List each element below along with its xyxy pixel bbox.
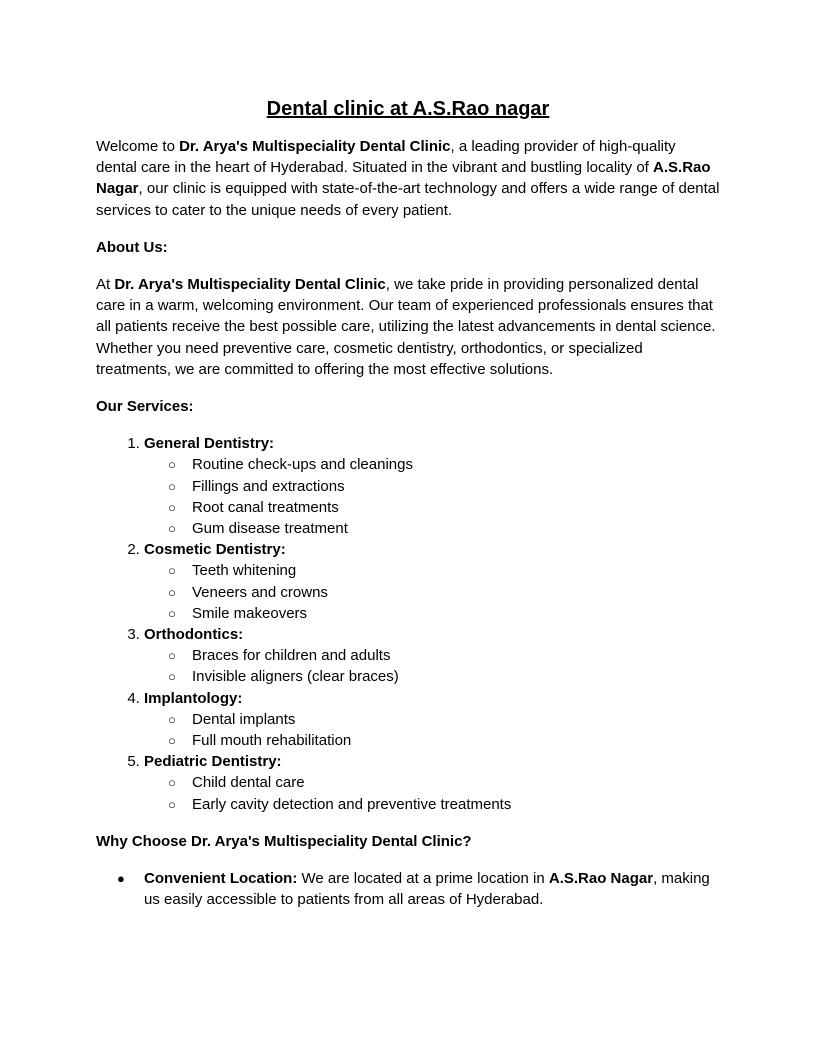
service-category-title: Cosmetic Dentistry: bbox=[144, 541, 286, 559]
service-subitem bbox=[168, 772, 720, 793]
service-subitem-text: Teeth whitening bbox=[192, 562, 297, 580]
service-subitem-text: Root canal treatments bbox=[192, 498, 339, 516]
hollow-circle-bullet-icon: ○ bbox=[168, 711, 176, 727]
hollow-circle-bullet-icon: ○ bbox=[168, 521, 176, 537]
intro-text-2: , a leading provider of high-quality dental care in the heart of Hyderabad. Situated in the vibrant and bustling locality of bbox=[96, 138, 676, 177]
service-category bbox=[144, 751, 720, 815]
service-category bbox=[144, 624, 720, 688]
service-subitem-text: Braces for children and adults bbox=[192, 647, 391, 665]
hollow-circle-bullet-icon: ○ bbox=[168, 478, 176, 494]
hollow-circle-bullet-icon: ○ bbox=[168, 669, 176, 685]
service-subitem bbox=[168, 730, 720, 751]
service-subitem-text: Smile makeovers bbox=[192, 604, 308, 622]
service-sublist bbox=[144, 709, 720, 751]
service-subitem-text: Full mouth rehabilitation bbox=[192, 732, 352, 750]
about-paragraph bbox=[96, 274, 720, 380]
service-subitem bbox=[168, 454, 720, 475]
hollow-circle-bullet-icon: ○ bbox=[168, 457, 176, 473]
service-subitem bbox=[168, 645, 720, 666]
hollow-circle-bullet-icon: ○ bbox=[168, 584, 176, 600]
service-subitem bbox=[168, 603, 720, 624]
service-subitem-text: Gum disease treatment bbox=[192, 520, 348, 538]
intro-text-3: , our clinic is equipped with state-of-the-art technology and offers a wide range of dental services to cater to the unique needs of every patient. bbox=[96, 180, 720, 219]
hollow-circle-bullet-icon: ○ bbox=[168, 775, 176, 791]
service-subitem-text: Early cavity detection and preventive treatments bbox=[192, 795, 512, 813]
service-category bbox=[144, 539, 720, 624]
service-subitem-text: Fillings and extractions bbox=[192, 477, 345, 495]
service-subitem-text: Dental implants bbox=[192, 710, 296, 728]
about-text-2: , we take pride in providing personalized dental care in a warm, welcoming environment. Our team of experienced professionals ensures that all patients receive the best possible care, utilizing the latest advancements in dental science. Whether you need preventive care, cosmetic dentistry, orthodontics, or specialized treatments, we are committed to offering the most effective solutions. bbox=[96, 276, 716, 378]
filled-circle-bullet-icon: ● bbox=[117, 871, 125, 887]
service-category-title: General Dentistry: bbox=[144, 435, 275, 453]
why-item-label: Convenient Location: bbox=[144, 870, 298, 888]
service-subitem bbox=[168, 582, 720, 603]
service-subitem-text: Routine check-ups and cleanings bbox=[192, 456, 413, 474]
hollow-circle-bullet-icon: ○ bbox=[168, 563, 176, 579]
about-clinic-name: Dr. Arya's Multispeciality Dental Clinic bbox=[114, 276, 386, 294]
intro-text-1: Welcome to bbox=[96, 138, 180, 155]
service-subitem bbox=[168, 666, 720, 687]
service-subitem bbox=[168, 476, 720, 497]
service-subitem bbox=[168, 794, 720, 815]
intro-paragraph bbox=[96, 136, 720, 221]
service-category-title: Orthodontics: bbox=[144, 626, 244, 644]
about-text-1: At bbox=[96, 276, 115, 294]
service-sublist bbox=[144, 772, 720, 814]
why-item bbox=[117, 868, 720, 910]
service-subitem bbox=[168, 709, 720, 730]
service-sublist bbox=[144, 560, 720, 624]
service-category bbox=[144, 688, 720, 752]
service-category bbox=[144, 433, 720, 539]
why-heading: Why Choose Dr. Arya's Multispeciality Dental Clinic? bbox=[96, 832, 472, 850]
service-category-title: Pediatric Dentistry: bbox=[144, 753, 282, 771]
services-list bbox=[96, 433, 720, 815]
service-subitem bbox=[168, 560, 720, 581]
service-subitem-text: Child dental care bbox=[192, 774, 305, 792]
about-heading: About Us: bbox=[96, 238, 168, 256]
hollow-circle-bullet-icon: ○ bbox=[168, 648, 176, 664]
hollow-circle-bullet-icon: ○ bbox=[168, 499, 176, 515]
hollow-circle-bullet-icon: ○ bbox=[168, 796, 176, 812]
service-sublist bbox=[144, 645, 720, 687]
why-list bbox=[96, 868, 720, 910]
service-subitem bbox=[168, 497, 720, 518]
intro-locality: A.S.Rao Nagar bbox=[96, 159, 711, 198]
service-sublist bbox=[144, 454, 720, 539]
intro-clinic-name: Dr. Arya's Multispeciality Dental Clinic bbox=[179, 138, 451, 155]
hollow-circle-bullet-icon: ○ bbox=[168, 605, 176, 621]
why-item-text-1: We are located at a prime location in bbox=[297, 870, 549, 888]
why-item-text-2: , making us easily accessible to patients from all areas of Hyderabad. bbox=[144, 870, 710, 909]
hollow-circle-bullet-icon: ○ bbox=[168, 733, 176, 749]
why-item-locality: A.S.Rao Nagar bbox=[548, 870, 654, 888]
page-title: Dental clinic at A.S.Rao nagar bbox=[266, 98, 550, 120]
service-subitem-text: Invisible aligners (clear braces) bbox=[192, 668, 399, 686]
service-subitem bbox=[168, 518, 720, 539]
service-subitem-text: Veneers and crowns bbox=[192, 583, 328, 601]
services-heading: Our Services: bbox=[96, 398, 194, 416]
service-category-title: Implantology: bbox=[144, 689, 243, 707]
